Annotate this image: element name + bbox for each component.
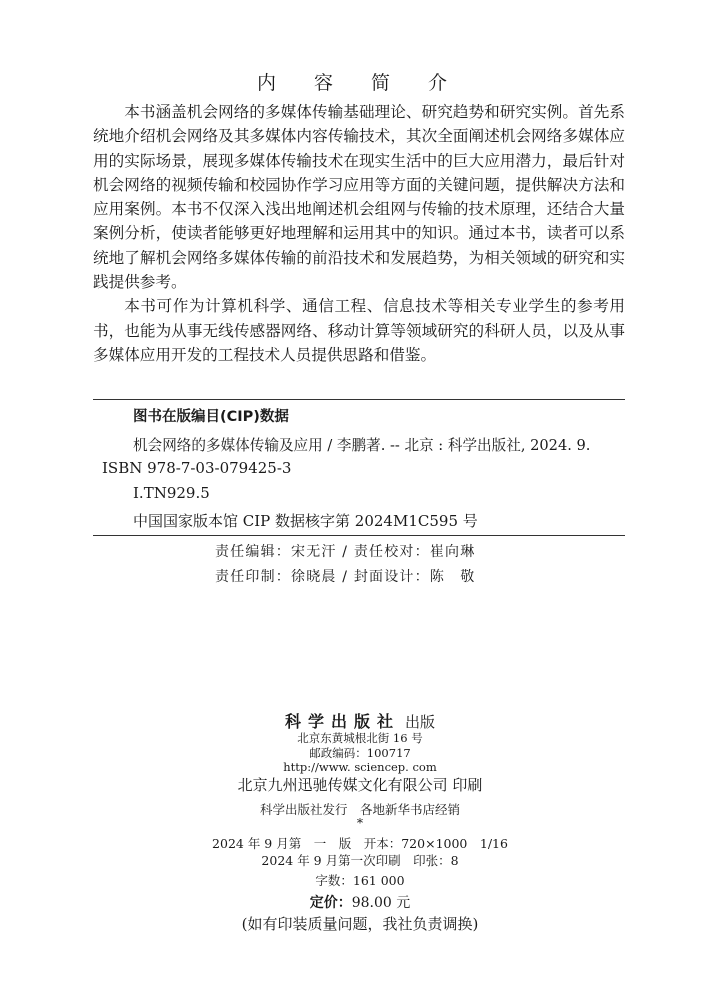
distribution: 科学出版社发行 各地新华书店经销 — [259, 802, 460, 817]
intro-section — [93, 100, 625, 367]
cip-heading: 图书在版编目(CIP)数据 — [133, 409, 289, 425]
editors-line-2: 责任印制：徐晓晨 / 封面设计：陈 敬 — [215, 569, 476, 585]
postcode: 邮政编码：100717 — [309, 746, 411, 760]
cip-bottom-rule — [93, 535, 625, 536]
cip-verification: 中国国家版本馆 CIP 数据核字第 2024M1C595 号 — [133, 512, 478, 530]
website: http://www. sciencep. com — [283, 760, 437, 774]
cip-isbn: ISBN 978-7-03-079425-3 — [102, 459, 292, 477]
intro-paragraph-2: 本书可作为计算机科学、通信工程、信息技术等相关专业学生的参考用书，也能为从事无线传感器网络、移动计算等领域研究的科研人员，以及从事多媒体应用开发的工程技术人员提供思路和借鉴。 — [93, 297, 625, 364]
word-count: 字数：161 000 — [315, 873, 405, 888]
printer: 北京九州迅驰传媒文化有限公司 印刷 — [237, 776, 483, 794]
publisher-suffix: 出版 — [405, 713, 436, 731]
publisher-address: 北京东黄城根北街 16 号 — [297, 731, 423, 745]
quality-notice: (如有印装质量问题，我社负责调换) — [241, 915, 479, 933]
separator-star: * — [356, 815, 364, 830]
printing-info: 2024 年 9 月第一次印刷 印张：8 — [261, 853, 459, 868]
price-label: 定价： — [309, 895, 352, 911]
cip-title-line: 机会网络的多媒体传输及应用 / 李鹏著. -- 北京 : 科学出版社, 2024. 9. — [133, 437, 591, 454]
cip-top-rule — [93, 399, 625, 400]
editors-block — [215, 540, 475, 590]
publisher-line — [0, 709, 720, 732]
intro-paragraph-1: 本书涵盖机会网络的多媒体传输基础理论、研究趋势和研究实例。首先系统地介绍机会网络及其多媒体内容传输技术，其次全面阐述机会网络多媒体应用的实际场景，展现多媒体传输技术在现实生活中的巨大应用潜力，最后针对机会网络的视频传输和校园协作学习应用等方面的关键问题，提供解决方法和应用案例。本书不仅深入浅出地阐述机会组网与传输的技术原理，还结合大量案例分析，使读者能够更好地理解和运用其中的知识。通过本书，读者可以系统地了解机会网络多媒体传输的前沿技术和发展趋势，为相关领域的研究和实践提供参考。 — [93, 103, 625, 292]
price-line — [0, 892, 720, 912]
price-value: 98.00 元 — [351, 895, 411, 911]
page-title: 内 容 简 介 — [256, 72, 464, 94]
publisher-name: 科学出版社 — [284, 712, 400, 731]
cip-classification: Ⅰ.TN929.5 — [133, 484, 210, 502]
edition-info: 2024 年 9 月第 一 版 开本：720×1000 1/16 — [212, 836, 508, 851]
editors-line-1: 责任编辑：宋无汗 / 责任校对：崔向琳 — [215, 544, 476, 560]
